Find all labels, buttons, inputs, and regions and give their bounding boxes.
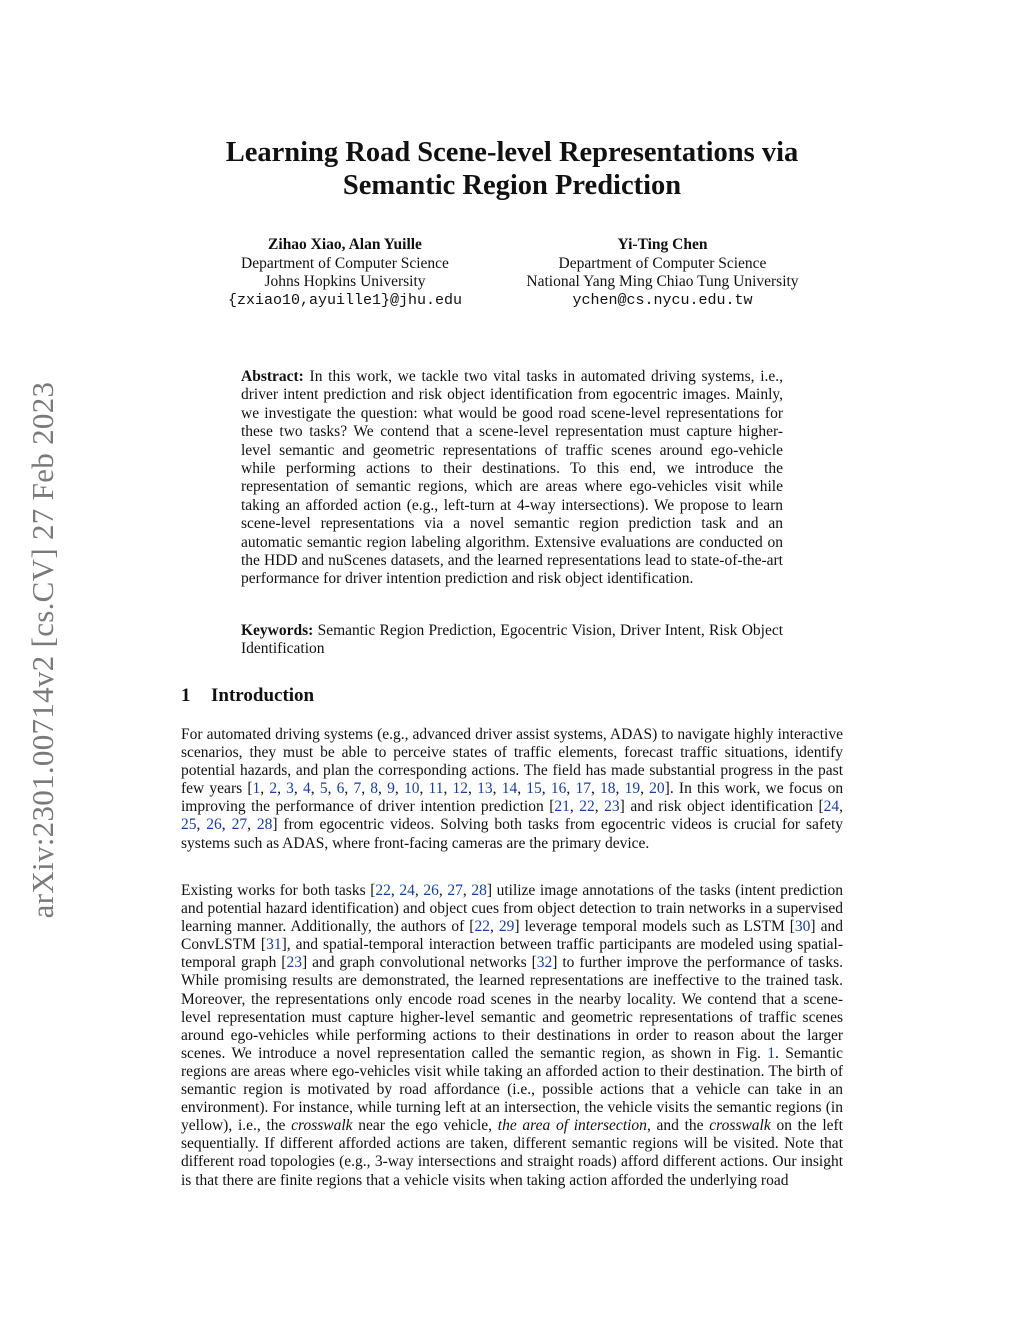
abstract-text: In this work, we tackle two vital tasks in automated driving systems, i.e., driver intent prediction and risk object identification from egocentric images. Mainly, we investigate the question: what would be good road scene-level representations for these two tasks? We contend that a scene-level representation must capture higher-level semantic and geometric representations of traffic scenes around ego-vehicle while performing actions to their destinations. To this end, we introduce the representation of semantic regions, which are areas where ego-vehicles visit while taking an afforded action (e.g., left-turn at 4-way intersections). We propose to learn scene-level representations via a novel semantic region prediction task and an automatic semantic region labeling algorithm. Extensive evaluations are conducted on the HDD and nuScenes datasets, and the learned representations lead to state-of-the-art performance for driver intention prediction and risk object identification.	[241, 368, 784, 588]
keywords-label: Keywords:	[241, 622, 314, 639]
text-run: ] and graph convolutional networks [	[301, 954, 537, 972]
keywords	[241, 622, 783, 659]
citation-link[interactable]: 10	[403, 780, 420, 798]
title-line-2: Semantic Region Prediction	[342, 170, 682, 201]
text-run: ] to further improve the performance of tasks. While promising results are demonstrated, the learned representations are ineffective to the trained task. Moreover, the representations only encode road scenes in the nearby locality. We contend that a scene-level representation must capture higher-level semantic and geometric representations of traffic scenes around ego-vehicles while performing actions to their destinations in order to reason about the larger scenes. We introduce a novel representation called the semantic region, as shown in Fig.	[181, 954, 843, 1062]
intro-paragraph-1	[181, 726, 843, 853]
citation-link[interactable]: 4	[302, 780, 311, 798]
citation-link[interactable]: 1	[252, 780, 261, 798]
author-institution: Johns Hopkins University	[264, 273, 426, 290]
author-names: Yi-Ting Chen	[617, 236, 708, 253]
citation-link[interactable]: 14	[501, 780, 518, 798]
citation-link[interactable]: 8	[370, 780, 379, 798]
citation-link[interactable]: 11	[428, 780, 444, 798]
citation-link[interactable]: 23	[286, 954, 302, 972]
citation-link[interactable]: 29	[498, 918, 515, 936]
citation-link[interactable]: 20	[649, 780, 665, 798]
citation-link[interactable]: 27	[231, 816, 248, 834]
citation-link[interactable]: 18	[600, 780, 616, 798]
section-number: 1	[181, 685, 191, 706]
text-run: . Semantic regions are areas where ego-vehicles visit while taking an afforded action to their destination. The birth of semantic region is motivated by road affordance (i.e., possible actions that a vehicle can take in an environment). For instance, while turning left at an intersection, the vehicle visits the semantic regions (in yellow), i.e., the	[181, 1044, 843, 1135]
paper-title	[150, 136, 874, 202]
author-department: Department of Computer Science	[241, 254, 449, 272]
citation-link[interactable]: 31	[266, 936, 282, 954]
author-department: Department of Computer Science	[558, 254, 767, 272]
text-run: ]. In this work, we focus on improving the performance of driver intention prediction [	[181, 780, 844, 816]
citation-link[interactable]: 23	[604, 798, 620, 816]
text-run: , and the	[646, 1117, 710, 1135]
text-run: ] and ConvLSTM [	[181, 918, 843, 954]
citation-link[interactable]: 26	[423, 882, 439, 899]
author-block-left	[200, 236, 490, 310]
citation-link[interactable]: 13	[477, 780, 493, 798]
text-run: near the ego vehicle,	[352, 1117, 498, 1135]
citation-link[interactable]: 5	[319, 780, 328, 798]
citation-link[interactable]: 21	[554, 798, 570, 816]
citation-link[interactable]: 17	[575, 780, 591, 798]
citation-link[interactable]: 24	[399, 882, 415, 899]
author-block-right	[505, 236, 820, 310]
text-run: ], and spatial-temporal interaction between traffic participants are modeled using spatial-temporal graph [	[181, 936, 843, 972]
citation-link[interactable]: 15	[526, 780, 542, 798]
section-heading	[181, 685, 314, 707]
author-email: ychen@cs.nycu.edu.tw	[572, 291, 753, 309]
author-names: Zihao Xiao, Alan Yuille	[268, 236, 422, 253]
arxiv-sidebar	[8, 350, 78, 950]
citation-link[interactable]: 28	[471, 882, 487, 899]
title-line-1: Learning Road Scene-level Representations via	[225, 137, 799, 168]
citation-group: 1, 2, 3, 4, 5, 6, 7, 8, 9, 10, 11, 12, 13, 14, 15, 16, 17, 18, 19, 20	[252, 780, 665, 798]
citation-group: 24, 25, 26, 27, 28	[181, 798, 844, 834]
citation-link[interactable]: 26	[206, 816, 222, 834]
citation-link[interactable]: 16	[550, 780, 567, 798]
citation-link[interactable]: 25	[181, 816, 197, 834]
citation-link[interactable]: 22	[579, 798, 595, 816]
intro-paragraph-2	[181, 882, 843, 1190]
citation-link[interactable]: 12	[452, 780, 469, 798]
section-title: Introduction	[211, 685, 315, 706]
abstract	[241, 368, 783, 589]
figure-reference-link[interactable]: 1	[767, 1044, 776, 1062]
text-run: Existing works for both tasks [	[181, 882, 376, 899]
citation-link[interactable]: 22	[474, 918, 490, 936]
emphasis-text: crosswalk	[709, 1117, 771, 1135]
text-run: on the left sequentially. If different afforded actions are taken, different semantic regions will be visited. Note that different road topologies (e.g., 3-way intersections and straight roads) afford different actions. Our insight is that there are finite regions that a vehicle visits when taking action afforded the underlying road	[181, 1117, 843, 1189]
text-run: ] from egocentric videos. Solving both tasks from egocentric videos is crucial for safety systems such as ADAS, where front-facing cameras are the primary device.	[181, 816, 844, 852]
text-run: ] and risk object identification [	[619, 798, 824, 816]
text-run: ] leverage temporal models such as LSTM [	[514, 918, 795, 936]
author-institution: National Yang Ming Chiao Tung University	[526, 273, 799, 290]
citation-link[interactable]: 30	[794, 918, 811, 936]
citation-group: 22, 29	[474, 918, 515, 936]
citation-link[interactable]: 32	[536, 954, 553, 972]
abstract-label: Abstract:	[241, 368, 304, 385]
emphasis-text: crosswalk	[291, 1117, 353, 1135]
citation-link[interactable]: 3	[286, 780, 294, 798]
citation-link[interactable]: 24	[823, 798, 840, 816]
keywords-text: Semantic Region Prediction, Egocentric Vision, Driver Intent, Risk Object Identification	[241, 622, 784, 658]
citation-group: 21, 22, 23	[554, 798, 620, 816]
citation-link[interactable]: 19	[624, 780, 641, 798]
citation-link[interactable]: 27	[447, 882, 463, 899]
text-run: For automated driving systems (e.g., advanced driver assist systems, ADAS) to navigate highly interactive scenarios, they must be able to perceive states of traffic elements, forecast traffic situations, identify potential hazards, and plan the corresponding actions. The field has made substantial progress in the past few years [	[181, 726, 843, 798]
citation-link[interactable]: 6	[336, 780, 345, 798]
arxiv-stamp: arXiv:2301.00714v2 [cs.CV] 27 Feb 2023	[25, 381, 60, 919]
author-email: {zxiao10,ayuille1}@jhu.edu	[227, 291, 463, 309]
citation-link[interactable]: 9	[387, 780, 395, 798]
citation-group: 22, 24, 26, 27, 28	[375, 882, 487, 899]
citation-link[interactable]: 2	[269, 780, 278, 798]
text-run: ] utilize image annotations of the tasks (intent prediction and potential hazard identification) and object cues from object detection to train networks in a supervised learning manner. Additionally, the authors of [	[181, 882, 844, 936]
citation-link[interactable]: 7	[353, 780, 362, 798]
citation-link[interactable]: 22	[375, 882, 391, 899]
emphasis-text: the area of intersection	[497, 1117, 647, 1135]
citation-link[interactable]: 28	[256, 816, 273, 834]
